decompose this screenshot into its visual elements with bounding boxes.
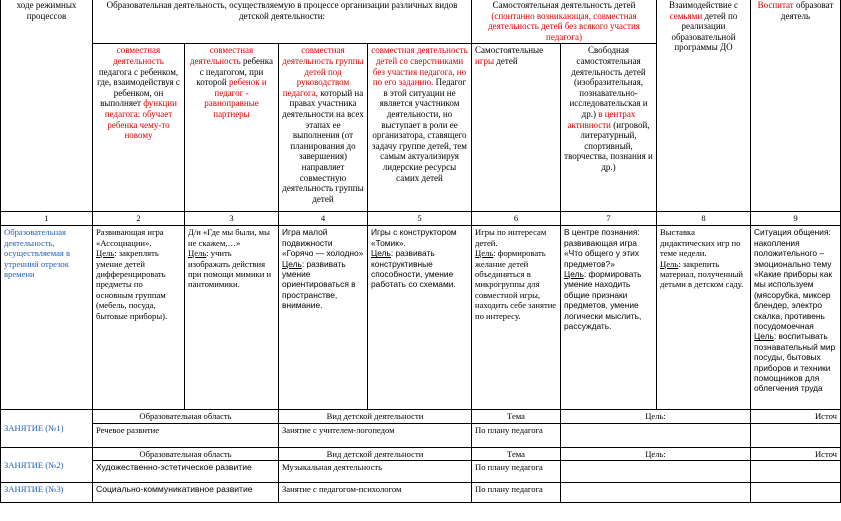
lesson-area: Речевое развитие — [93, 423, 279, 447]
lesson-kind-header: Вид детской деятельности — [279, 447, 472, 460]
lesson-source-header: Источ — [751, 410, 841, 423]
col-number: 7 — [561, 212, 657, 226]
lesson-kind-header: Вид детской деятельности — [279, 410, 472, 423]
lesson-kind: Музыкальная деятельность — [279, 461, 472, 483]
lesson-area: Социально-коммуникативное развитие — [93, 483, 279, 503]
col-number: 9 — [751, 212, 841, 226]
morning-cell-2: Развивающая игра «Ассоциации». Цель: закреплять умение детей дифференцировать предметы по основным группам (мебель, посуда, бытовые приборы). — [93, 226, 185, 410]
morning-cell-3: Д/и «Где мы были, мы не скажем,…» Цель: учить изображать действия при помощи мимики и пантомимики. — [185, 226, 279, 410]
lesson-label: ЗАНЯТИЕ (№2) — [1, 447, 93, 482]
lesson-goal — [561, 423, 751, 447]
lesson-goal — [561, 461, 751, 483]
sub2-header: совместная деятельность ребенка с педагогом, при которой ребенок и педагог - равноправные партнеры — [185, 44, 279, 212]
lesson-source — [751, 461, 841, 483]
col-number: 2 — [93, 212, 185, 226]
col0-header: ходе режимных процессов — [1, 0, 93, 212]
sub1-header: совместная деятельность педагога с ребенком, где, взаимодействуя с ребенком, он выполняет функции педагога: обучает ребенка чему-то новому — [93, 44, 185, 212]
lesson-area-header: Образовательная область — [93, 447, 279, 460]
morning-cell-4: Игра малой подвижности «Горячо — холодно» Цель: развивать умение ориентироваться в пространстве, внимание. — [279, 226, 368, 410]
lesson-area-header: Образовательная область — [93, 410, 279, 423]
morning-cell-6: Игры по интересам детей. Цель: формировать желание детей объединяться в микрогруппы для совместной игры, находить себе занятие по интересу. — [472, 226, 561, 410]
lesson-header-row — [1, 447, 841, 460]
lesson-row — [1, 483, 841, 503]
lesson-goal-header: Цель: — [561, 410, 751, 423]
edu-group-header: Образовательная деятельность, осуществляемую в процессе организации различных видов детской деятельности: — [93, 0, 472, 44]
lesson-source-header: Источ — [751, 447, 841, 460]
morning-cell-5: Игры с конструктором «Томик». Цель: развивать конструктивные способности, умение работать со схемами. — [368, 226, 472, 410]
morning-row — [1, 226, 841, 410]
column-number-row — [1, 212, 841, 226]
morning-label: Образовательная деятельность, осуществляемая в утренний отрезок времени — [1, 226, 93, 410]
morning-cell-9: Ситуация общения: накопления положительного – эмоционально тему «Какие приборы как мы используем (мясорубка, миксер блендер, электро скалка, противень посудомоечная Цель: воспитывать познавательный мир посуды, бытовых приборов и техники помощников для облегчения труда — [751, 226, 841, 410]
lesson-goal — [561, 483, 751, 503]
sub4-header: совместная деятельность детей со сверстниками без участия педагога, но по его заданию. Педагог в этой ситуации не является участником деятельности, но выступает в роли ее организатора, ставящего задачу группе детей, тем самым актуализируя лидерские ресурсы самих детей — [368, 44, 472, 212]
col-number: 1 — [1, 212, 93, 226]
morning-cell-7: В центре познания: развивающая игра «Что общего у этих предметов?» Цель: формировать умение находить общие признаки предметов, умение логически мыслить, рассуждать. — [561, 226, 657, 410]
col9-header: Воспитат образоват деятель — [751, 0, 841, 212]
col-number: 4 — [279, 212, 368, 226]
col-number: 6 — [472, 212, 561, 226]
lesson-kind: Занятие с учителем-логопедом — [279, 423, 472, 447]
sub6-header: Свободная самостоятельная деятельность детей (изобразительная, познавательно-исследовательская и др.) в центрах активности (игровой, литературный, спортивный, творчества, познания и др.) — [561, 44, 657, 212]
lesson-label: ЗАНЯТИЕ (№1) — [1, 410, 93, 447]
lesson-header-row — [1, 410, 841, 423]
lesson-kind: Занятие с педагогом-психологом — [279, 483, 472, 503]
sub5-header: Самостоятельные игры детей — [472, 44, 561, 212]
col-number: 5 — [368, 212, 472, 226]
lesson-topic-header: Тема — [472, 410, 561, 423]
morning-cell-8: Выставка дидактических игр по теме недели. Цель: закрепить материал, полученный детьми в детском саду. — [657, 226, 751, 410]
lesson-topic: По плану педагога — [472, 461, 561, 483]
col-number: 3 — [185, 212, 279, 226]
header-row-1 — [1, 0, 841, 44]
lesson-label: ЗАНЯТИЕ (№3) — [1, 483, 93, 503]
lesson-area: Художественно-эстетическое развитие — [93, 461, 279, 483]
lesson-goal-header: Цель: — [561, 447, 751, 460]
sub3-header: совместная деятельность группы детей под руководством педагога, который на правах участника деятельности на всех этапах ее выполнения (от планирования до завершения) направляет совместную деятельность группы детей — [279, 44, 368, 212]
family-header: Взаимодействие с семьями детей по реализации образовательной программы ДО — [657, 0, 751, 212]
lesson-topic: По плану педагога — [472, 483, 561, 503]
lesson-topic-header: Тема — [472, 447, 561, 460]
lesson-row — [1, 461, 841, 483]
lesson-row — [1, 423, 841, 447]
col-number: 8 — [657, 212, 751, 226]
lesson-source — [751, 483, 841, 503]
independent-header: Самостоятельная деятельность детей (спонтанно возникающая, совместная деятельность детей без всякого участия педагога) — [472, 0, 657, 44]
lesson-source — [751, 423, 841, 447]
lesson-topic: По плану педагога — [472, 423, 561, 447]
